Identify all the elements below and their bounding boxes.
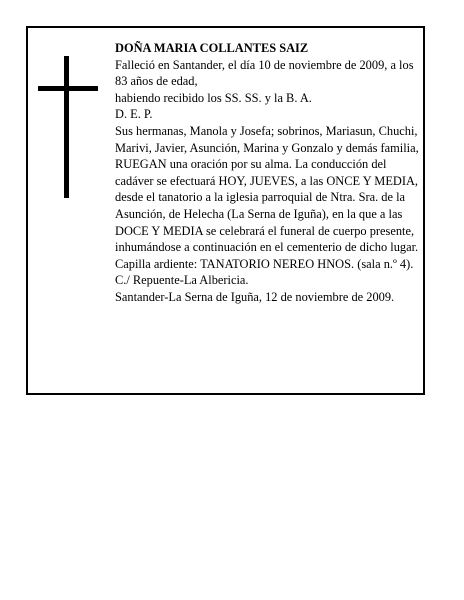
obituary-text (115, 40, 425, 306)
cross-icon (38, 56, 98, 198)
funeral-request: RUEGAN una oración por su alma. La conducción del cadáver se efectuará HOY, JUEVES, a las ONCE Y MEDIA, desde el tanatorio a la iglesia parroquial de Ntra. Sra. de la Asunción, de Helecha (La Serna de Iguña), en la que a las DOCE Y MEDIA se celebrará el funeral de cuerpo presente, inhumándose a continuación en el cementerio de dicho lugar. Capilla ardiente: TANATORIO NEREO HNOS. (sala n.º 4). C./ Repuente-La Albericia. (115, 157, 419, 288)
place-and-date: Santander-La Serna de Iguña, 12 de noviembre de 2009. (115, 289, 395, 304)
obituary-notice (26, 26, 425, 395)
rip-line: D. E. P. (115, 107, 153, 122)
cross-horizontal-bar (38, 86, 98, 91)
deceased-name: DOÑA MARIA COLLANTES SAIZ (115, 41, 309, 55)
cross-vertical-bar (64, 56, 69, 198)
family-line: Sus hermanas, Manola y Josefa; sobrinos, Mariasun, Chuchi, Marivi, Javier, Asunción, Marina y Gonzalo y demás familia, (115, 123, 419, 155)
death-announcement: Falleció en Santander, el día 10 de noviembre de 2009, a los 83 años de edad, (115, 57, 414, 89)
sacraments-line: habiendo recibido los SS. SS. y la B. A. (115, 90, 312, 105)
